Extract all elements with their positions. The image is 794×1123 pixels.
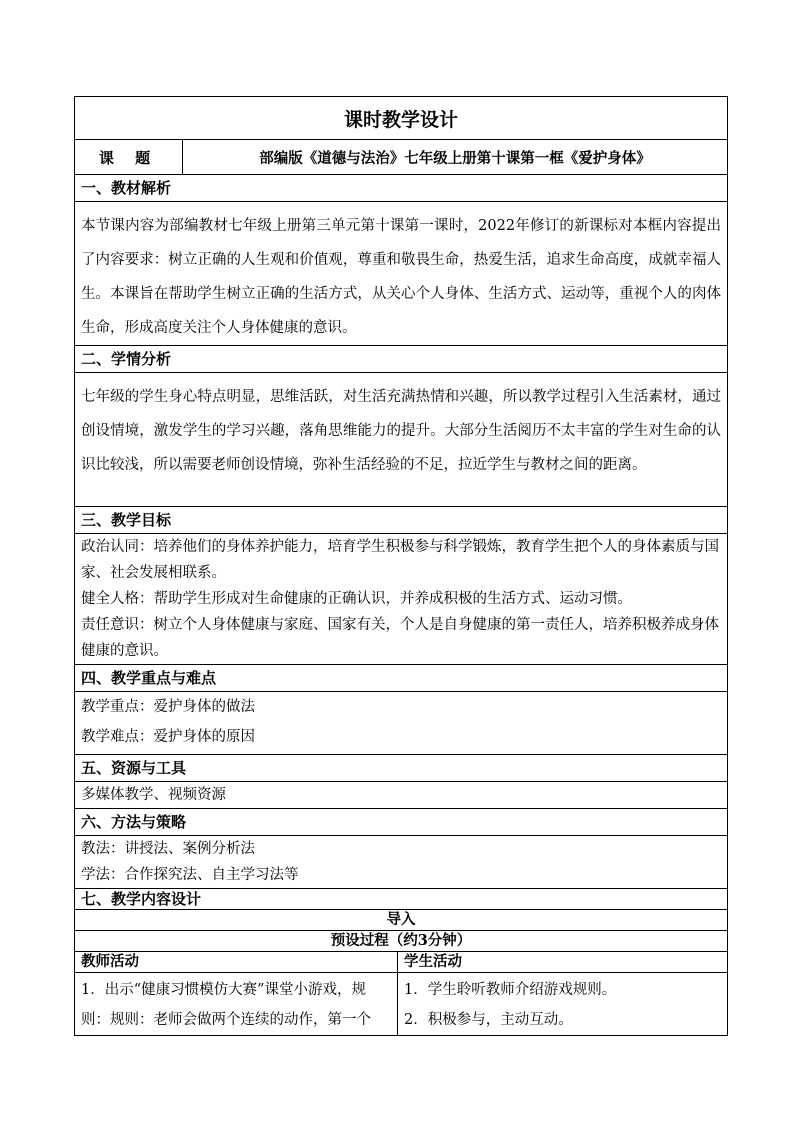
- learning-method: 学法：合作探究法、自主学习法等: [81, 867, 299, 883]
- title-row: [75, 97, 728, 140]
- section-6-body: [75, 836, 728, 889]
- section-3-body-row: [75, 534, 728, 665]
- difficult-point: 教学难点：爱护身体的原因: [81, 729, 255, 745]
- teaching-method: 教法：讲授法、案例分析法: [81, 841, 255, 857]
- section-2-heading-row: [75, 346, 728, 373]
- section-1-heading: 一、教材解析: [75, 175, 728, 202]
- student-activity-2: 2．积极参与，主动互动。: [404, 1012, 573, 1028]
- intro-row: [75, 910, 728, 931]
- section-5-heading-row: [75, 755, 728, 782]
- section-3-heading: 三、教学目标: [75, 507, 728, 534]
- section-3-heading-row: [75, 507, 728, 534]
- section-6-heading-row: [75, 809, 728, 836]
- section-1-text: 本节课内容为部编教材七年级上册第三单元第十课第一课时，2022年修订的新课标对本框内容提出了内容要求：树立正确的人生观和价值观，尊重和敬畏生命，热爱生活，追求生命高度，成就幸福人生。本课旨在帮助学生树立正确的生活方式，从关心个人身体、生活方式、运动等，重视个人的肉体生命，形成高度关注个人身体健康的意识。: [75, 202, 728, 346]
- process-row: [75, 931, 728, 952]
- objective-responsibility: 责任意识：树立个人身体健康与家庭、国家有关，个人是自身健康的第一责任人，培养积极养成身体健康的意识。: [81, 617, 719, 659]
- section-5-heading: 五、资源与工具: [75, 755, 728, 782]
- teacher-activity: 1．出示“健康习惯模仿大赛”课堂小游戏，规则：规则：老师会做两个连续的动作，第一个: [75, 973, 398, 1036]
- resources-text: 多媒体教学、视频资源: [75, 782, 728, 809]
- section-2-heading: 二、学情分析: [75, 346, 728, 373]
- section-1-heading-row: [75, 175, 728, 202]
- document-title: 课时教学设计: [75, 97, 728, 140]
- intro-label: 导入: [75, 910, 728, 931]
- activity-header-row: [75, 952, 728, 973]
- section-3-body: [75, 534, 728, 665]
- section-5-body-row: [75, 782, 728, 809]
- section-4-heading: 四、教学重点与难点: [75, 665, 728, 692]
- section-7-heading-row: [75, 889, 728, 910]
- section-2-body-row: [75, 373, 728, 507]
- topic-label: 课 题: [75, 140, 183, 175]
- lesson-plan-table: [74, 96, 728, 1036]
- section-2-text: 七年级的学生身心特点明显，思维活跃，对生活充满热情和兴趣，所以教学过程引入生活素材，通过创设情境，激发学生的学习兴趣，落角思维能力的提升。大部分生活阅历不太丰富的学生对生命的认识比较浅，所以需要老师创设情境，弥补生活经验的不足，拉近学生与教材之间的距离。: [75, 373, 728, 507]
- objective-political: 政治认同：培养他们的身体养护能力，培育学生积极参与科学锻炼，教育学生把个人的身体素质与国家、社会发展相联系。: [81, 539, 719, 581]
- teacher-activity-header: 教师活动: [75, 952, 398, 973]
- section-4-body-row: [75, 692, 728, 755]
- student-activity-1: 1．学生聆听教师介绍游戏规则。: [404, 982, 617, 998]
- topic-row: [75, 140, 728, 175]
- topic-value: 部编版《道德与法治》七年级上册第十课第一框《爱护身体》: [183, 140, 728, 175]
- section-4-heading-row: [75, 665, 728, 692]
- section-1-body-row: [75, 202, 728, 346]
- section-7-heading: 七、教学内容设计: [75, 889, 728, 910]
- process-label: 预设过程（约3分钟）: [75, 931, 728, 952]
- key-point: 教学重点：爱护身体的做法: [81, 699, 255, 715]
- lesson-plan-sheet: [74, 96, 727, 1036]
- activity-row: [75, 973, 728, 1036]
- student-activity: [398, 973, 728, 1036]
- section-6-heading: 六、方法与策略: [75, 809, 728, 836]
- objective-personality: 健全人格：帮助学生形成对生命健康的正确认识，并养成积极的生活方式、运动习惯。: [81, 591, 632, 607]
- section-6-body-row: [75, 836, 728, 889]
- student-activity-header: 学生活动: [398, 952, 728, 973]
- section-4-body: [75, 692, 728, 755]
